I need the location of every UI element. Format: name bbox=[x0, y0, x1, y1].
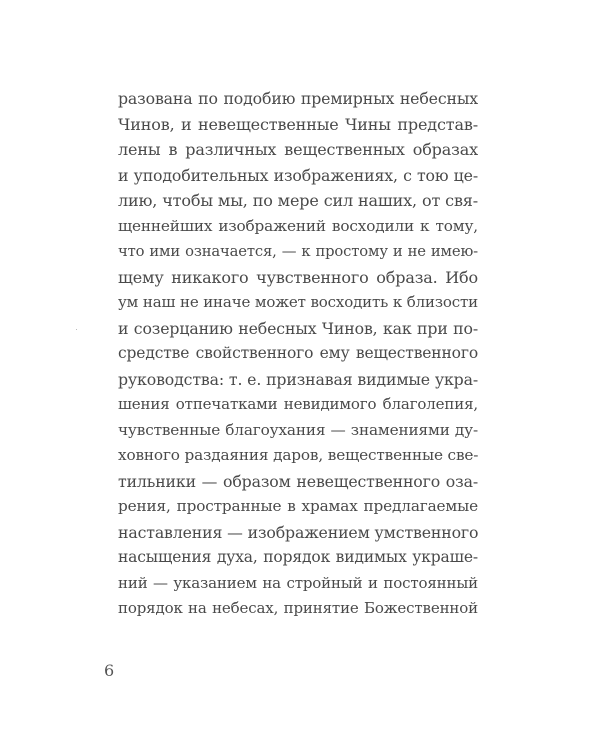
body-text bbox=[118, 86, 478, 622]
text-line: наставления — изображением умственного bbox=[118, 522, 479, 542]
text-line: разована по подобию премирных небесных bbox=[118, 89, 478, 108]
text-line: и созерцанию небесных Чинов, как при по- bbox=[118, 318, 478, 338]
text-line: тильники — образом невещественного оза- bbox=[118, 471, 478, 491]
text-line: лены в различных вещественных образах bbox=[118, 140, 478, 159]
text-line: ховного раздаяния даров, вещественные све- bbox=[118, 446, 479, 464]
text-line: шения отпечатками невидимого благолепия, bbox=[118, 395, 478, 413]
text-line: порядок на небесах, принятие Божественной bbox=[118, 599, 478, 617]
text-line: ум наш не иначе может восходить к близости bbox=[118, 293, 478, 311]
text-line: щеннейших изображений восходили к тому, bbox=[118, 216, 478, 235]
text-line: Чинов, и невещественные Чины представ- bbox=[118, 114, 478, 134]
text-line: средстве свойственного ему вещественного bbox=[118, 344, 478, 362]
text-line: насыщения духа, порядок видимых украше- bbox=[118, 548, 478, 566]
text-line: ний — указанием на стройный и постоянный bbox=[118, 573, 478, 592]
text-line: щему никакого чувственного образа. Ибо bbox=[118, 267, 478, 287]
page-number: 6 bbox=[104, 661, 115, 680]
margin-dot bbox=[76, 329, 77, 330]
text-line: лию, чтобы мы, по мере сил наших, от свя- bbox=[118, 191, 478, 210]
text-line: чувственные благоухания — знамениями ду- bbox=[118, 420, 478, 439]
text-line: и уподобительных изображениях, с тою це- bbox=[118, 165, 478, 185]
text-line: руководства: т. е. признавая видимые укра- bbox=[118, 369, 478, 389]
text-line: что ими означается, — к простому и не имею- bbox=[118, 243, 478, 260]
text-line: рения, пространные в храмах предлагаемые bbox=[118, 497, 478, 515]
